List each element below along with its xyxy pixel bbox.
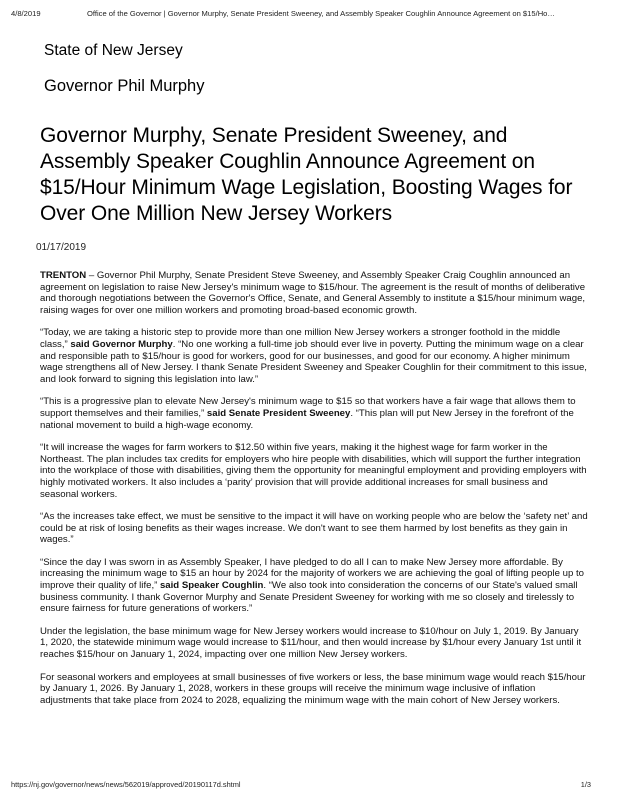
print-date: 4/8/2019 xyxy=(11,9,41,18)
paragraph: For seasonal workers and employees at small businesses of five workers or less, the base minimum wage would reach $15/hour by January 1, 2026. By January 1, 2028, workers in these groups will receive the minimum wage inclusive of inflation adjustments that take place from 2024 to 2028, equalizing the minimum wage with the main cohort of New Jersey workers. xyxy=(40,671,586,706)
paragraph xyxy=(40,327,588,385)
paragraph xyxy=(40,270,588,316)
print-page-title: Office of the Governor | Governor Murphy, Senate President Sweeney, and Assembly Speaker Coughlin Announce Agreement on $15/Ho… xyxy=(87,9,555,18)
paragraph-text: “Today, we are taking a historic step to provide more than one million New Jersey workers a stronger foothold in the middle class,” xyxy=(40,327,561,350)
paragraph xyxy=(40,396,588,431)
print-footer xyxy=(11,780,607,789)
quote-attribution: said Speaker Coughlin xyxy=(159,580,264,592)
page-number: 1/3 xyxy=(580,780,591,789)
paragraph-text: “Since the day I was sworn in as Assembly Speaker, I have pledged to do all I can to make New Jersey more affordable. By increasing the minimum wage to $15 an hour by 2024 for the majority of workers we are achieving the goal of lifting people up to improve their quality of life,” xyxy=(40,556,584,592)
dateline: TRENTON xyxy=(40,270,87,281)
headline: Governor Murphy, Senate President Sweeney, and Assembly Speaker Coughlin Announce Agreement on $15/Hour Minimum Wage Legislation, Boosting Wages for Over One Million New Jersey Workers xyxy=(40,124,573,225)
page-url: https://nj.gov/governor/news/news/562019/approved/20190117d.shtml xyxy=(11,780,241,789)
paragraph-text: . “No one working a full-time job should ever live in poverty. Putting the minimum wage on a clear and responsible path to $15/hour is good for workers, good for our businesses, and good for our economy. A higher minimum wage strengthens all of New Jersey. I thank Senate President Sweeney and Speaker Coughlin for their commitment to this issue, and look forward to signing this legislation into law.” xyxy=(40,338,587,385)
paragraph-text: “This is a progressive plan to elevate New Jersey's minimum wage to $15 so that workers have a fair wage that allows them to support themselves and their families,” xyxy=(40,396,576,419)
publish-date: 01/17/2019 xyxy=(36,242,87,253)
paragraph: “It will increase the wages for farm workers to $12.50 within five years, making it the highest wage for farm worker in the Northeast. The plan includes tax credits for employers who hire people with disabilities, which will support the further integration into the workplace of those with disabilities, giving them the opportunity for meaningful employment and providing employers with highly motivated workers. It also includes a ‘parity’ provision that will provide additional increases for small business and seasonal workers. xyxy=(40,442,587,500)
paragraph: “As the increases take effect, we must be sensitive to the impact it will have on working people who are below the ‘safety net’ and could be at risk of losing benefits as their wages increase. We don't want to see them harmed by lost benefits as they gain in wages.” xyxy=(40,511,588,546)
article-body xyxy=(40,270,588,717)
paragraph-text: . “We also took into consideration the concerns of our State's valued small business community. I thank Governor Murphy and Senate President Sweeney for working with me so closely and tirelessly to ensure fairness for future generations of workers.” xyxy=(40,580,578,615)
paragraph-text: . “This plan will put New Jersey in the forefront of the national movement to build a high-wage economy. xyxy=(40,407,574,431)
paragraph-text: – Governor Phil Murphy, Senate President Steve Sweeney, and Assembly Speaker Craig Coughlin announced an agreement on legislation to raise New Jersey's minimum wage to $15/hour. The agreement is the result of months of deliberative and thorough negotiations between the Governor's Office, Senate, and General Assembly to institute a $15/hour minimum wage, raising wages for over one million workers and promoting broad-based economic growth. xyxy=(40,270,586,316)
site-name[interactable]: State of New Jersey xyxy=(44,42,183,59)
quote-attribution: said Senate President Sweeney xyxy=(206,407,351,419)
print-header xyxy=(11,9,607,18)
office-name[interactable]: Governor Phil Murphy xyxy=(44,77,205,95)
paragraph xyxy=(40,557,588,615)
paragraph: Under the legislation, the base minimum wage for New Jersey workers would increase to $10/hour on July 1, 2019. By January 1, 2020, the statewide minimum wage would increase to $11/hour, and then would increase by $1/hour every January 1st until it reaches $15/hour on January 1, 2024, impacting over one million New Jersey workers. xyxy=(40,625,582,661)
quote-attribution: said Governor Murphy xyxy=(70,338,173,350)
